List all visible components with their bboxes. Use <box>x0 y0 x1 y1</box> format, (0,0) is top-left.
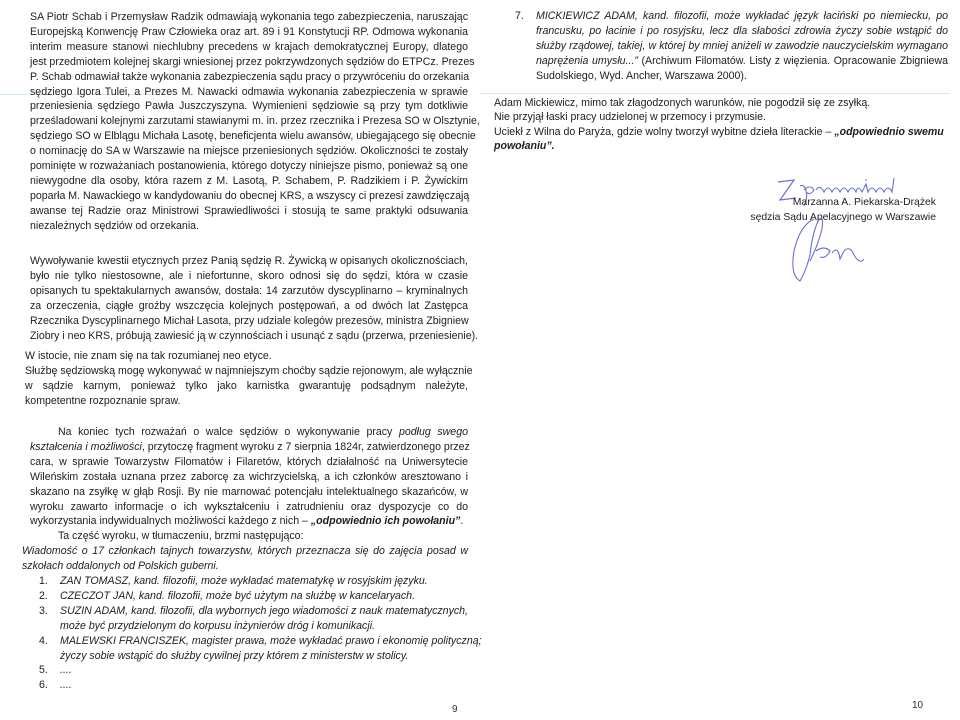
verdict-item <box>34 678 468 693</box>
text-line: szkołach oddalonych od Polskich guberni. <box>22 559 219 572</box>
text-line: skazano na zsyłkę w głąb Rosji. By nie marnować potencjału intelektualnego skazańców, w <box>30 485 468 498</box>
paragraph-judicial-service <box>25 364 473 409</box>
text-line: niezależnych sędziów od orzekania. <box>30 219 200 232</box>
text-line: sędziego SO w Elblągu Michała Lasotę, beneficjenta wielu awansów, ubiegającego się obecnie <box>30 130 476 143</box>
text-line: P. Schab odmawiał także wykonania zabezpieczenia sądu pracy o przywróceniu do orzekania <box>30 70 470 83</box>
text-line: Na koniec tych rozważań o walce sędziów o wykonywanie pracy podług swego <box>58 426 468 438</box>
text-line: Ta część wyroku, w tłumaczeniu, brzmi następująco: <box>58 530 304 543</box>
text-line: sędziego Igora Tulei, a Prezes M. Nawacki odmawia wykonania zabezpieczenia w sprawie <box>30 85 468 98</box>
item-number: 1. <box>39 575 48 587</box>
text-line: W istocie, nie znam się na tak rozumianej neo etyce. <box>25 350 272 362</box>
text-line: kompetentne rozpoznanie spraw. <box>25 394 181 407</box>
text-line: kształcenia i możliwości, przytoczę fragment wyroku z 7 sierpnia 1824r, zatwierdzonego przez <box>30 440 470 453</box>
text-line: Europejską Konwencję Praw Człowieka oraz art. 89 i 91 Konstytucji RP. Odmowa wykonania <box>30 25 468 38</box>
text-line: cara, w sprawie Towarzystw Filomatów i Filaretów, których działalność na Uniwersytecie <box>30 455 468 468</box>
paragraph-historical-verdict <box>30 425 468 544</box>
text-line: Służbę sędziowską mogę wykonywać w najmniejszym choćby sądzie rejonowym, ale wyłącznie <box>25 365 473 377</box>
text-line: naprężenia umysłu...” (Archiwum Filomatów. Listy z więzienia. Opracowanie Zbigniewa <box>536 54 948 67</box>
text-line: .... <box>60 679 72 692</box>
text-line: niewygodne dla osoby, która razem z M. Lasotą, P. Schabem, P. Radzikiem i P. Żywickim <box>30 174 468 187</box>
signer-title: sędzia Sądu Apelacyjnego w Warszawie <box>750 212 936 223</box>
text-line: powołaniu”. <box>494 140 555 153</box>
text-line: może być przydzielonym do korpusu inżynierów dróg i komunikacji. <box>60 619 376 632</box>
text-line: Rzecznika Dyscyplinarnego Michał Lasota, przy udziale kolegów prezesów, ministra Zbigniew <box>30 314 469 327</box>
page-number: 9 <box>452 704 458 715</box>
verdict-item <box>34 574 468 589</box>
item-number: 3. <box>39 604 48 617</box>
verdict-item: 7. MICKIEWICZ ADAM, kand. filozofii, może wykładać język łaciński po niemiecku, po francusku, po łacinie i po rosyjsku, lecz dla słabości zdrowia życzy sobie wstąpić do służby rządowej, takiej, w której by mniej aniżeli w zawodzie nauczycielskim wymagano naprężenia umysłu...” (Archiwum Filomatów. Listy z więzienia. Opracowanie Zbigniewa Sudolskiego, Wyd. Ancher, Warszawa 2000). <box>515 10 948 82</box>
verdict-item-7 <box>510 9 948 84</box>
text-line: Uciekł z Wilna do Paryża, gdzie wolny tworzył wybitne dzieła literackie – „odpowiednio swemu <box>494 125 944 138</box>
text-line: w sądzie karnym, ponieważ tylko jako karnistka gwarantuję podsądnym należyte, <box>25 379 468 392</box>
text-line: CZECZOT JAN, kand. filozofii, może być użytym na służbę w kancelaryach. <box>60 589 416 602</box>
item-number: 2. <box>39 589 48 602</box>
verdict-item <box>34 604 468 634</box>
text-line: życzy sobie wstąpić do służby cywilnej przy którem z ministerstw w stolicy. <box>60 649 409 662</box>
text-line: francusku, po łacinie i po rosyjsku, lecz dla słabości zdrowia życzy sobie wstąpić do <box>536 24 948 37</box>
text-line: Wiadomość o 17 członkach tajnych towarzystw, których przeznacza się do zajęcia posad w <box>22 545 468 557</box>
text-line: prześladowani kolejnymi zarzutami stawianymi m. in. przez rzecznika i Prezesa SO w Olsztynie, <box>30 115 480 128</box>
page-10 <box>480 0 960 720</box>
text-line: za orzeczenia, ciągłe groźby wszczęcia kolejnych postępowań, a od dwóch lat Zastępca <box>30 299 468 312</box>
item-number: 6. <box>39 679 48 692</box>
text-line: Nie przyjął łaski pracy udzielonej w przemocy i przymusie. <box>494 111 766 124</box>
text-line: przeniesienia sędziego Pawła Juszczyszyna. Wymienieni sędziowie są przy tym dotkliwie <box>30 100 468 113</box>
text-line: pominięte w rozważaniach postanowienia, którego dotyczy niniejsze pismo, ponieważ są one <box>30 160 468 173</box>
text-line: jest przedmiotem kolejnej skargi wniesionej przez pokrzywdzonych sędziów do ETPCz. Prezes <box>30 55 475 68</box>
verdict-item <box>34 589 468 604</box>
verdict-item <box>34 663 468 678</box>
text-line: Sudolskiego, Wyd. Ancher, Warszawa 2000). <box>536 69 747 82</box>
paragraph-mickiewicz <box>494 96 944 154</box>
text-line: MALEWSKI FRANCISZEK, magister prawa, może wykładać prawo i ekonomię polityczną; <box>60 634 482 647</box>
text-line: MICKIEWICZ ADAM, kand. filozofii, może wykładać język łaciński po niemiecku, po <box>536 10 948 22</box>
text-line: Wileńskim została uznana przez zaborcę za wichrzycielską, a ich członków aresztowano i <box>30 470 468 483</box>
verdict-quote <box>22 544 468 574</box>
handwritten-autograph <box>780 215 890 290</box>
text-line: interim measure stanowi niechlubny precedens w krajach demokratycznej Europy, dlatego <box>30 40 468 53</box>
text-line: poparła M. Nawackiego w kandydowaniu do obecnej KRS, a wszyscy ci prezesi zawdzięczają <box>30 189 470 202</box>
paragraph-ethics <box>30 254 479 343</box>
signer-name: Marzanna A. Piekarska-Drążek <box>792 197 936 208</box>
text-line: wyroku zawarto informacje o ich wykształceniu i zatrudnieniu oraz dyspozycje co do <box>30 500 468 513</box>
text-line: służby rządowej, takiej, w której by mniej aniżeli w zawodzie nauczycielskim wymagano <box>536 39 948 52</box>
text-line: Adam Mickiewicz, mimo tak złagodzonych warunków, nie pogodził się ze zsyłką. <box>494 97 871 109</box>
text-line: Wywoływanie kwestii etycznych przez Panią sędzię R. Żywicką w opisanych okolicznościach, <box>30 255 468 267</box>
text-line: o nominację do SA w Warszawie na miejsce przeniesionych sędziów. Okoliczności te zostały <box>30 145 468 158</box>
paragraph-neo-ethics <box>25 349 468 364</box>
text-line: wykorzystania indywidualnych możliwości każdego z nich – „odpowiednio ich powołaniu”. <box>30 515 464 528</box>
text-line: było nie tylko niestosowne, ale i niefortunne, skoro odnosi się do sędzi, która w czasie <box>30 269 468 282</box>
text-line: SUZIN ADAM, kand. filozofii, dla wybornych jego wiadomości z nauk matematycznych, <box>60 604 468 617</box>
verdict-item <box>34 634 482 664</box>
paragraph-court-refusal <box>30 10 480 234</box>
page-number: 10 <box>912 700 924 711</box>
text-line: opisanych tu spektakularnych awansów, dostała: 14 zarzutów dyscyplinarno – kryminalnych <box>30 284 468 297</box>
text-line: .... <box>60 664 72 677</box>
item-number: 5. <box>39 664 48 677</box>
verdict-list <box>34 574 482 693</box>
text-line: ZAN TOMASZ, kand. filozofii, może wykładać matematykę w rosyjskim języku. <box>60 575 428 587</box>
text-line: Ziobry i neo KRS, próbują zawiesić ją w czynnościach i usunąć z sądu (przerwa, przeniesienie). <box>30 329 479 342</box>
scan-artifact-line <box>480 93 950 94</box>
quote-emphasis: „odpowiednio ich powołaniu” <box>310 515 461 528</box>
text-line: awanse tej Radzie oraz Ministrowi Sprawiedliwości i stosują te same praktyki odsuwania <box>30 204 468 217</box>
item-number: 4. <box>39 634 48 647</box>
text-line: SA Piotr Schab i Przemysław Radzik odmawiają wykonania tego zabezpieczenia, naruszając <box>30 11 468 23</box>
